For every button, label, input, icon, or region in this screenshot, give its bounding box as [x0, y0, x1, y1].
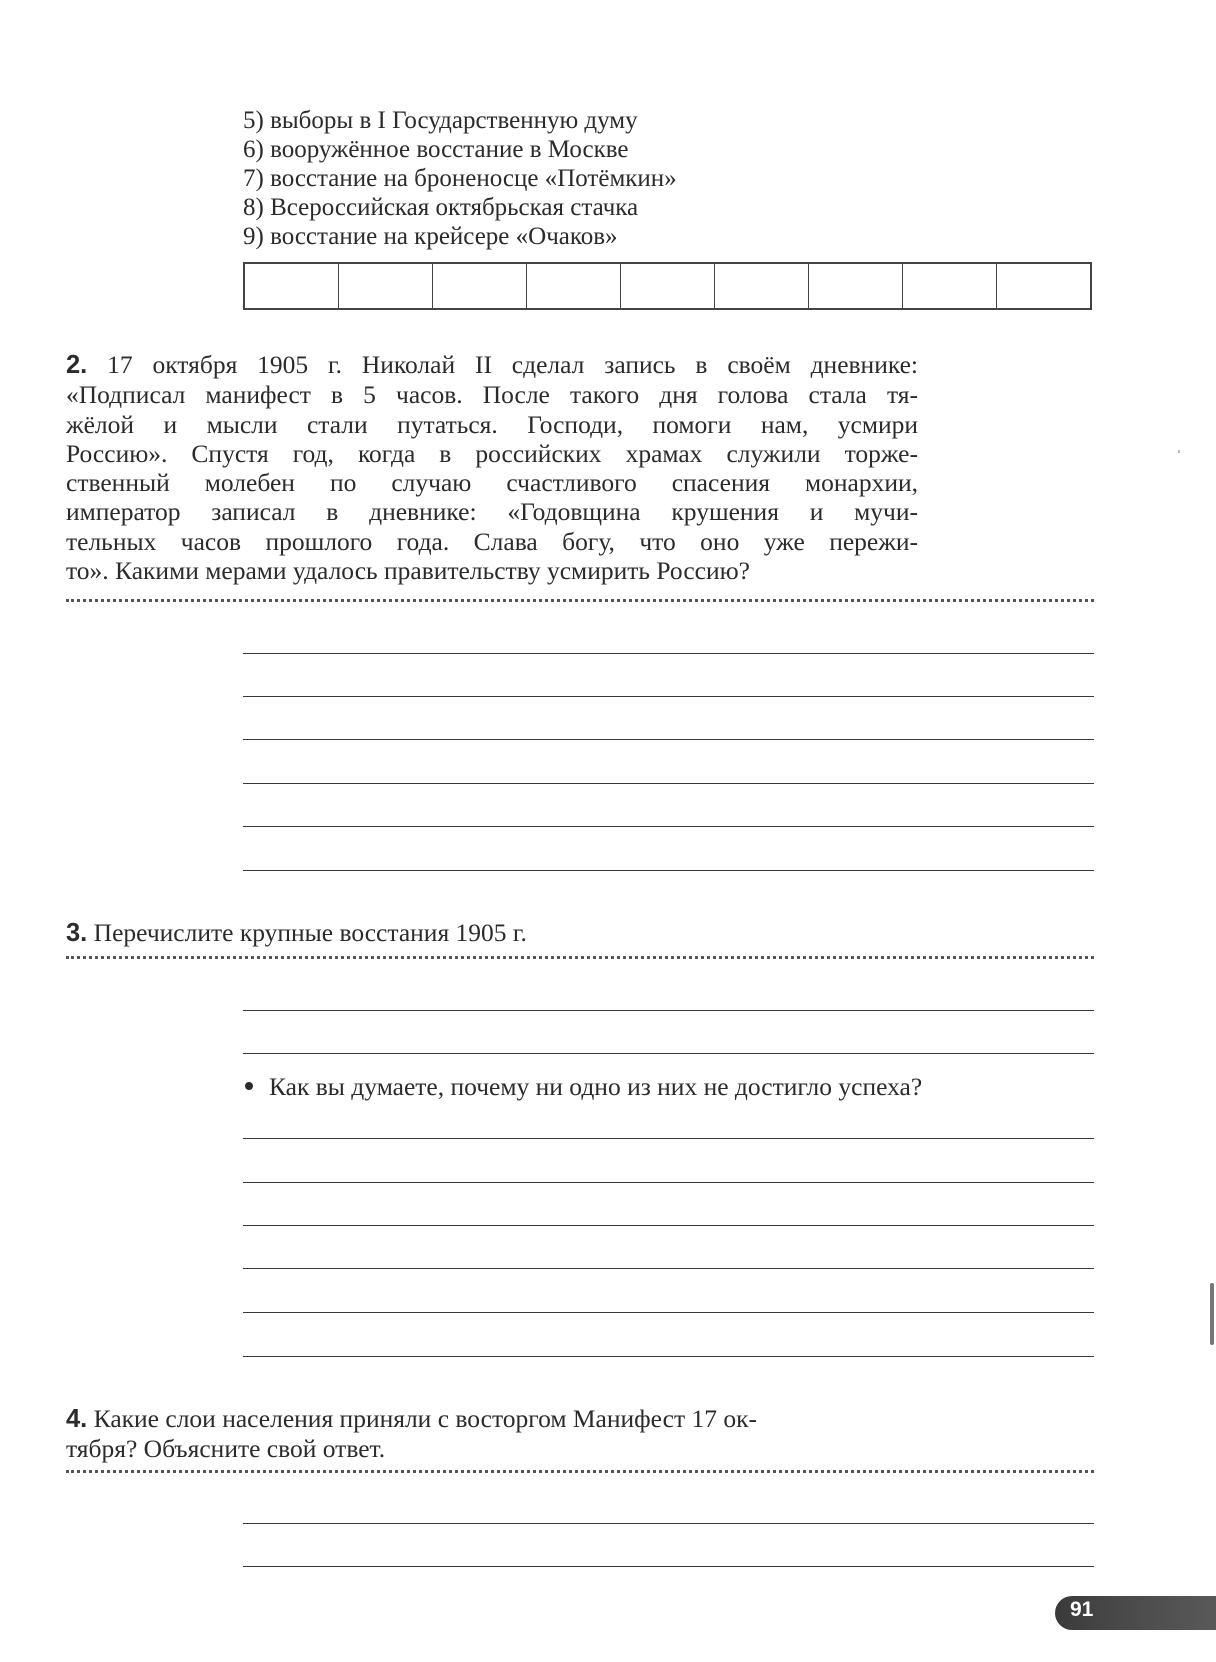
answer-line[interactable] — [243, 1182, 1094, 1183]
answer-cell[interactable] — [527, 264, 621, 308]
sub-question-text: Как вы думаете, почему ни одно из них не достигло успеха? — [269, 1072, 923, 1101]
question-2-line: Россию». Спустя год, когда в российских храмах служили торже- — [66, 438, 918, 468]
sub-question — [245, 1072, 922, 1102]
question-number: 2. — [66, 351, 88, 379]
answer-cell[interactable] — [997, 264, 1090, 308]
answer-line[interactable] — [243, 1268, 1094, 1269]
answer-line[interactable] — [243, 1225, 1094, 1226]
answer-cell[interactable] — [245, 264, 339, 308]
sequence-answer-grid — [243, 262, 1092, 310]
answer-line[interactable] — [243, 1566, 1094, 1567]
answer-line[interactable] — [243, 1010, 1094, 1011]
question-3 — [66, 918, 527, 948]
answer-cell[interactable] — [433, 264, 527, 308]
answer-cell[interactable] — [809, 264, 903, 308]
answer-cell[interactable] — [621, 264, 715, 308]
dotted-divider — [66, 956, 1094, 959]
question-4-line — [66, 1404, 926, 1434]
list-item-8: 8) Всероссийская октябрьская стачка — [243, 194, 639, 221]
answer-line[interactable] — [243, 1138, 1094, 1139]
answer-line[interactable] — [243, 783, 1094, 784]
question-2 — [66, 350, 918, 585]
question-text: Какие слои населения приняли с восторгом Манифест 17 ок- — [87, 1404, 757, 1433]
answer-line[interactable] — [243, 696, 1094, 697]
question-2-line: император записал в дневнике: «Годовщина крушения и мучи- — [66, 497, 918, 527]
question-2-line: тельных часов прошлого года. Слава богу, что оно уже пережи- — [66, 526, 918, 556]
question-2-line: «Подписал манифест в 5 часов. После такого дня голова стала тя- — [66, 380, 918, 410]
question-number: 4. — [66, 1405, 88, 1433]
question-2-line: то». Какими мерами удалось правительству усмирить Россию? — [66, 556, 750, 586]
question-4-line: тября? Объясните свой ответ. — [66, 1434, 386, 1463]
scan-speck — [1178, 450, 1180, 453]
answer-line[interactable] — [243, 739, 1094, 740]
answer-cell[interactable] — [339, 264, 433, 308]
question-number: 3. — [66, 919, 88, 947]
answer-line[interactable] — [243, 826, 1094, 827]
bullet-icon — [245, 1082, 253, 1090]
list-item-5: 5) выборы в I Государственную думу — [243, 107, 638, 134]
answer-line[interactable] — [243, 1356, 1094, 1357]
page-edge-mark — [1210, 1283, 1214, 1345]
dotted-divider — [66, 599, 1094, 602]
answer-cell[interactable] — [903, 264, 997, 308]
question-text: Перечислите крупные восстания 1905 г. — [87, 918, 527, 947]
page-number: 91 — [1070, 1598, 1094, 1621]
question-2-line: жёлой и мысли стали путаться. Господи, помоги нам, усмири — [66, 409, 918, 439]
question-2-line: ственный молебен по случаю счастливого спасения монархии, — [66, 468, 918, 498]
list-item-6: 6) вооружённое восстание в Москве — [243, 136, 629, 163]
question-2-line — [66, 350, 918, 380]
answer-line[interactable] — [243, 1523, 1094, 1524]
list-item-9: 9) восстание на крейсере «Очаков» — [243, 223, 618, 250]
answer-line[interactable] — [243, 1053, 1094, 1054]
question-text: 17 октября 1905 г. Николай II сделал запись в своём дневнике: — [87, 350, 918, 379]
list-item-7: 7) восстание на броненосце «Потёмкин» — [243, 165, 677, 192]
answer-line[interactable] — [243, 1312, 1094, 1313]
answer-line[interactable] — [243, 870, 1094, 871]
question-4 — [66, 1404, 926, 1463]
answer-cell[interactable] — [715, 264, 809, 308]
dotted-divider — [66, 1470, 1094, 1473]
answer-line[interactable] — [243, 653, 1094, 654]
